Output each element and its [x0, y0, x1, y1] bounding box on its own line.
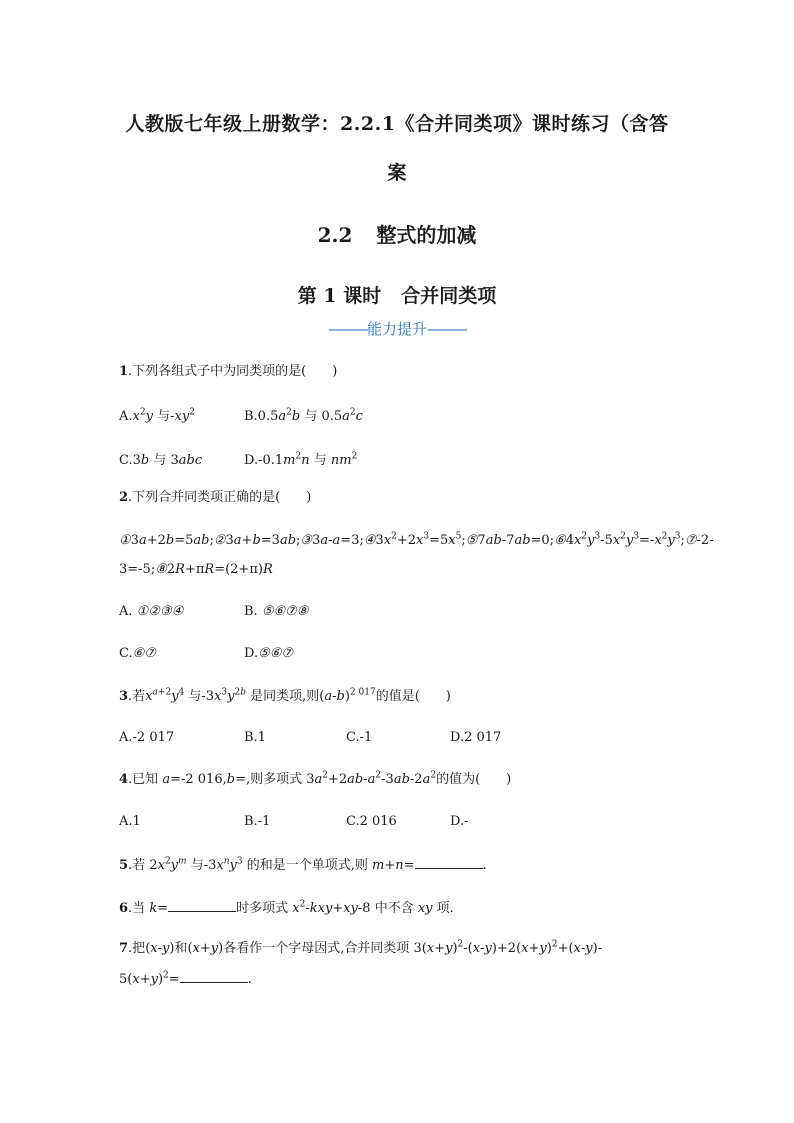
- question-2-option-b: B. ⑤⑥⑦⑧: [244, 604, 309, 619]
- question-2-items-line1: $①3a+2b=5ab;②3a+b=3ab;③3a-a=3;④3x^2+2x^3=5x^5;⑤7ab-7ab=0;⑥4x^2y^3-5x^2y^3=-x^2y^3;⑦-2-$: [119, 531, 714, 548]
- section-name: 整式的加减: [376, 223, 477, 247]
- ability-heading: [0, 318, 794, 339]
- question-4-option-d: D.-: [450, 814, 469, 829]
- question-2-items-line2: 3=-5;⑧2R+πR=(2+π)R: [119, 562, 273, 577]
- question-5-stem: 5.若 $2x^2y^m$ 与$-3x^ny^3$ 的和是一个单项式,则 m+n= .: [119, 856, 487, 873]
- question-text: .把: [128, 941, 146, 956]
- ability-label: 能力提升: [366, 320, 427, 338]
- lesson-number: 第 1 课时: [297, 285, 382, 307]
- question-1-option-b: $B.0.5a^2b$ 与 $0.5a^2c$: [244, 407, 363, 424]
- question-4-option-c: C.2 016: [346, 814, 397, 829]
- question-4-option-b: B.-1: [244, 814, 271, 829]
- question-2-option-d: D.⑤⑥⑦: [244, 646, 294, 661]
- question-number: 4: [119, 772, 129, 787]
- question-3-option-a: A.-2 017: [119, 730, 175, 745]
- question-number: 2: [119, 490, 129, 505]
- document-title-line1: 人教版七年级上册数学：2.2.1《合并同类项》课时练习（含答: [125, 113, 669, 135]
- question-1-option-c: C.3b 与 3abc: [119, 453, 203, 468]
- section-number: 2.2: [317, 223, 353, 247]
- question-text: .若: [128, 858, 146, 873]
- question-text: .下列合并同类项正确的是( ): [128, 490, 312, 505]
- question-number: 1: [119, 364, 129, 379]
- question-6-stem: 6.当 k= 时多项式 $x^2-kxy+xy-8$ 中不含 xy 项.: [119, 899, 454, 916]
- question-7-stem: 7.把(x-y)和(x+y)各看作一个字母因式,合并同类项 $3(x+y)^2-(x-y)+2(x+y)^2+(x-y)-$: [119, 939, 603, 956]
- question-text: .当: [128, 901, 146, 916]
- question-4-option-a: A.1: [119, 814, 141, 829]
- section-title: [0, 219, 794, 248]
- question-2-stem: [119, 490, 311, 506]
- question-number: 7: [119, 941, 129, 956]
- question-number: 6: [119, 901, 129, 916]
- answer-blank[interactable]: [168, 899, 236, 912]
- answer-blank[interactable]: [180, 970, 248, 983]
- question-3-option-b: B.1: [244, 730, 266, 745]
- question-3-option-c: C.-1: [346, 730, 373, 745]
- question-number: 5: [119, 858, 129, 873]
- ability-right-rule: ———: [427, 320, 466, 338]
- question-3-stem: 3.若$x^{a+2}y^4$ 与$-3x^3y^{2b}$ 是同类项,则$(a-b)^{2 017}$的值是( ): [119, 687, 451, 704]
- question-1-stem: [119, 364, 337, 380]
- ability-left-rule: ———: [327, 320, 367, 338]
- question-3-option-d: D.2 017: [450, 730, 502, 745]
- question-2-option-a: A. ①②③④: [119, 604, 184, 619]
- question-1-option-d: $D.-0.1m^2n$ 与 $nm^2$: [244, 451, 358, 468]
- question-text: .下列各组式子中为同类项的是( ): [128, 364, 338, 379]
- document-title-line2: 案: [387, 162, 407, 184]
- question-1-option-a: $A.x^2y$ 与$-xy^2$: [119, 407, 195, 424]
- answer-blank[interactable]: [415, 856, 483, 869]
- question-text: .若: [128, 689, 146, 704]
- question-2-option-c: C.⑥⑦: [119, 646, 156, 661]
- lesson-name: 合并同类项: [401, 285, 497, 307]
- lesson-title: [0, 281, 794, 308]
- question-number: 3: [119, 689, 129, 704]
- question-4-stem: 4.已知 a=-2 016,b=,则多项式 $3a^2+2ab-a^2-3ab-2a^2$的值为( ): [119, 770, 512, 787]
- question-7-line2: $5(x+y)^2=$ .: [119, 970, 252, 987]
- question-text: .已知: [128, 772, 159, 787]
